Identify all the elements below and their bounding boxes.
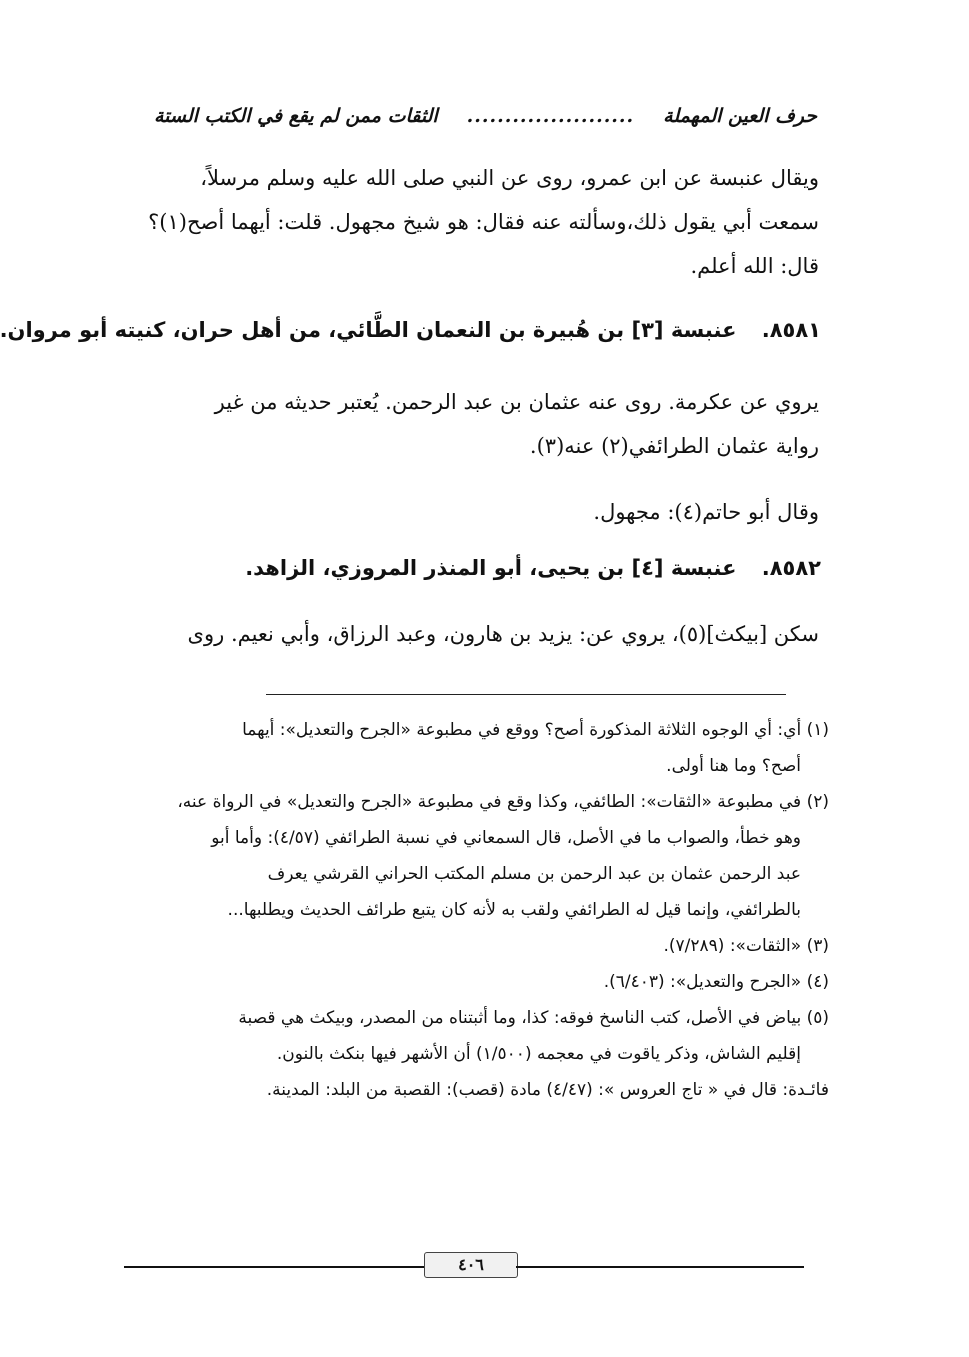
footnote-2 — [136, 784, 829, 928]
footnote-3: (٣) «الثقات»: (٧/٢٨٩). — [663, 936, 829, 956]
footnote-line: أصح؟ وما هنا أولى. — [666, 756, 801, 776]
paragraph-4 — [142, 612, 819, 656]
footnotes — [136, 712, 829, 1108]
text-line: سكن [بيكث](٥)، يروي عن: يزيد بن هارون، وعبد الرزاق، وأبي نعيم. روى — [187, 622, 819, 646]
text-line: قال: الله أعلم. — [690, 254, 819, 278]
footer-rule-left — [516, 1266, 804, 1268]
header-book-title: الثقات ممن لم يقع في الكتب الستة — [154, 105, 438, 127]
entry-8581 — [0, 318, 821, 342]
footnote-separator — [266, 694, 786, 695]
entry-number: ٨٥٨٢. — [761, 556, 821, 580]
footnote-line: (١) أي: أي الوجوه الثلاثة المذكورة أصح؟ ووقع في مطبوعة «الجرح والتعديل»: أيهما — [242, 720, 829, 740]
footnote-line: إقليم الشاش، وذكر ياقوت في معجمه (١/٥٠٠) أن الأشهر فيها بنكث بالنون. — [276, 1044, 801, 1064]
text-line: وقال أبو حاتم(٤): مجهول. — [593, 500, 819, 524]
page-footer — [124, 1252, 804, 1278]
text-line: سمعت أبي يقول ذلك،وسألته عنه فقال: هو شيخ مجهول. قلت: أيهما أصح(١)؟ — [148, 210, 819, 234]
paragraph-2 — [142, 380, 819, 468]
footnote-benefit: فائـدة: قال في « تاج العروس »: (٤/٤٧) مادة (قصب): القصبة من البلد: المدينة. — [266, 1080, 829, 1100]
running-header — [154, 98, 817, 134]
header-dots: ...................... — [466, 105, 635, 127]
header-chapter: حرف العين المهملة — [663, 105, 817, 127]
footnote-line: بالطرائفي، وإنما قيل له الطرائفي ولقب به لأنه كان يتبع طرائف الحديث ويطلبها... — [227, 900, 801, 920]
footnote-line: عبد الرحمن عثمان بن عبد الرحمن بن مسلم المكتب الحراني القرشي يعرف — [267, 864, 801, 884]
footnote-line: (٢) في مطبوعة «الثقات»: الطائفي، وكذا وقع في مطبوعة «الجرح والتعديل» في الرواة عنه، — [177, 792, 829, 812]
paragraph-3 — [142, 490, 819, 534]
footnote-4: (٤) «الجرح والتعديل»: (٦/٤٠٣). — [603, 972, 829, 992]
text-line: ويقال عنبسة عن ابن عمرو، روى عن النبي صلى الله عليه وسلم مرسلاً، — [200, 166, 819, 190]
text-line: رواية عثمان الطرائفي(٢) عنه(٣). — [529, 434, 819, 458]
footnote-1 — [136, 712, 829, 784]
footnote-5 — [136, 1000, 829, 1072]
entry-8582 — [142, 556, 821, 580]
entry-heading: عنبسة [٣] بن هُبيرة بن النعمان الطَّائي، من أهل حران، كنيته أبو مروان. — [0, 318, 737, 342]
entry-number: ٨٥٨١. — [761, 318, 821, 342]
footnote-line: وهو خطأ، والصواب ما في الأصل، قال السمعاني في نسبة الطرائفي (٤/٥٧): وأما أبو — [211, 828, 801, 848]
page-number: ٤٠٦ — [424, 1252, 518, 1278]
entry-heading: عنبسة [٤] بن يحيى، أبو المنذر المروزي، الزاهد. — [245, 556, 737, 580]
text-line: يروي عن عكرمة. روى عنه عثمان بن عبد الرحمن. يُعتبر حديثه من غير — [214, 390, 819, 414]
footnote-line: (٥) بياض في الأصل، كتب الناسخ فوقه: كذا، وما أثبتناه من المصدر، وبيكث هي قصبة — [238, 1008, 829, 1028]
paragraph-1 — [142, 156, 819, 288]
